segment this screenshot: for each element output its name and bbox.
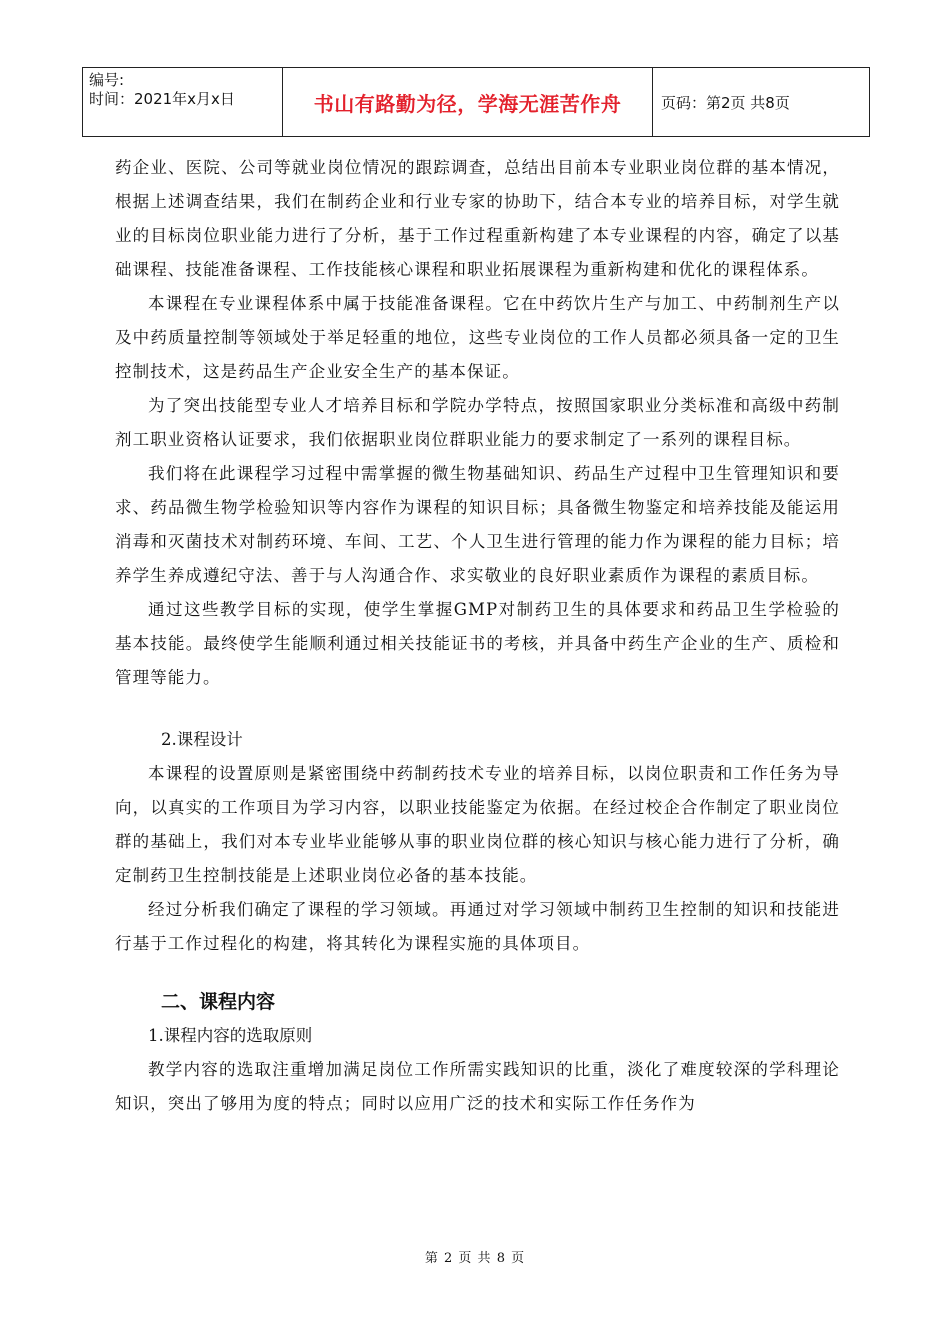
page-footer: 第 2 页 共 8 页: [424, 1251, 526, 1266]
paragraph: 为了突出技能型专业人才培养目标和学院办学特点，按照国家职业分类标准和高级中药制剂工职业资格认证要求，我们依据职业岗位群职业能力的要求制定了一系列的课程目标。: [115, 396, 840, 449]
paragraph: 药企业、医院、公司等就业岗位情况的跟踪调查，总结出目前本专业职业岗位群的基本情况，根据上述调查结果，我们在制药企业和行业专家的协助下，结合本专业的培养目标，对学生就业的目标岗位职业能力进行了分析，基于工作过程重新构建了本专业课程的内容，确定了以基础课程、技能准备课程、工作技能核心课程和职业拓展课程为重新构建和优化的课程体系。: [115, 158, 840, 279]
document-body: [115, 151, 840, 1121]
date-label: 时间：2021年x月x日: [89, 90, 235, 108]
subsection-heading: 1.课程内容的选取原则: [148, 1026, 313, 1045]
motto: 书山有路勤为径，学海无涯苦作舟: [283, 68, 653, 136]
paragraph: 本课程的设置原则是紧密围绕中药制药技术专业的培养目标，以岗位职责和工作任务为导向，以真实的工作项目为学习内容，以职业技能鉴定为依据。在经过校企合作制定了职业岗位群的基础上，我们对本专业毕业能够从事的职业岗位群的核心知识与核心能力进行了分析，确定制药卫生控制技能是上述职业岗位必备的基本技能。: [115, 764, 840, 885]
page-header: [82, 67, 870, 137]
paragraph: 教学内容的选取注重增加满足岗位工作所需实践知识的比重，淡化了难度较深的学科理论知识，突出了够用为度的特点；同时以应用广泛的技术和实际工作任务作为: [115, 1060, 840, 1113]
paragraph: 通过这些教学目标的实现，使学生掌握GMP对制药卫生的具体要求和药品卫生学检验的基本技能。最终使学生能顺利通过相关技能证书的考核，并具备中药生产企业的生产、质检和管理等能力。: [115, 600, 840, 687]
paragraph: 本课程在专业课程体系中属于技能准备课程。它在中药饮片生产与加工、中药制剂生产以及中药质量控制等领域处于举足轻重的地位，这些专业岗位的工作人员都必须具备一定的卫生控制技术，这是药品生产企业安全生产的基本保证。: [115, 294, 840, 381]
section-heading: 二、课程内容: [161, 991, 276, 1013]
page-indicator: 页码：第2页 共8页: [661, 93, 790, 112]
header-meta: [83, 68, 283, 136]
paragraph: 经过分析我们确定了课程的学习领域。再通过对学习领域中制药卫生控制的知识和技能进行基于工作过程化的构建，将其转化为课程实施的具体项目。: [115, 900, 840, 953]
paragraph: 我们将在此课程学习过程中需掌握的微生物基础知识、药品生产过程中卫生管理知识和要求、药品微生物学检验知识等内容作为课程的知识目标；具备微生物鉴定和培养技能及能运用消毒和灭菌技术对制药环境、车间、工艺、个人卫生进行管理的能力作为课程的能力目标；培养学生养成遵纪守法、善于与人沟通合作、求实敬业的良好职业素质作为课程的素质目标。: [115, 464, 840, 585]
code-label: 编号:: [89, 71, 125, 89]
subsection-heading: 2.课程设计: [161, 730, 243, 749]
